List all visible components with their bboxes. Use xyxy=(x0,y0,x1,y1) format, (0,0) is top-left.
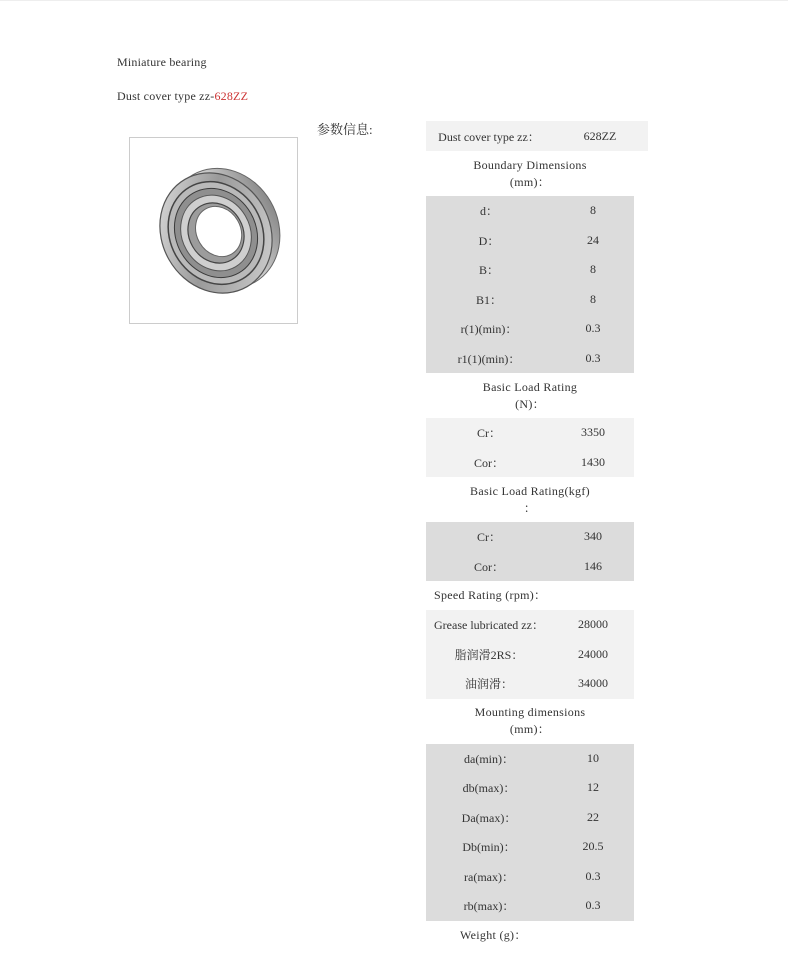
row-value: 0.3 xyxy=(585,868,601,883)
section-title-line1: Speed Rating (rpm)： xyxy=(434,588,547,602)
section-title xyxy=(426,699,634,744)
row-label: B： xyxy=(478,263,499,278)
section-title-line2: (N)： xyxy=(515,396,545,411)
table-row xyxy=(426,832,634,862)
row-label: r1(1)(min)： xyxy=(457,351,521,366)
section-title-line1: Weight (g)： xyxy=(460,927,527,942)
section-title-line1: Boundary Dimensions xyxy=(473,157,587,172)
section-title xyxy=(426,581,634,610)
spec-header-label: Dust cover type zz： xyxy=(438,129,540,144)
section-title xyxy=(426,151,634,196)
section-title-line2: ： xyxy=(523,500,537,515)
spec-header-value: 628ZZ xyxy=(583,128,617,143)
breadcrumb-model: 628ZZ xyxy=(214,89,249,103)
row-value: 28000 xyxy=(578,617,608,632)
row-label: d： xyxy=(479,204,498,219)
row-label: 油润滑： xyxy=(464,677,513,692)
row-label: Cr： xyxy=(476,530,501,545)
spec-header-row xyxy=(426,121,648,151)
row-label: D： xyxy=(478,233,500,248)
breadcrumb-category[interactable]: Miniature bearing xyxy=(117,55,207,69)
section-title xyxy=(426,373,634,418)
row-label: db(max)： xyxy=(462,781,516,796)
section-title-line1: Basic Load Rating(kgf) xyxy=(470,483,590,498)
table-row xyxy=(426,448,634,478)
product-image xyxy=(129,137,298,324)
row-value: 0.3 xyxy=(585,350,601,365)
row-label: B1： xyxy=(475,292,502,307)
row-value: 10 xyxy=(587,750,599,765)
row-label: ra(max)： xyxy=(464,869,514,884)
table-row xyxy=(426,610,634,640)
row-value: 12 xyxy=(587,780,599,795)
row-value: 22 xyxy=(587,809,599,824)
row-label: Da(max)： xyxy=(461,810,517,825)
param-info-label: 参数信息: xyxy=(317,122,373,137)
section-title-line2: (mm)： xyxy=(509,722,551,736)
section-title-line1: Basic Load Rating xyxy=(482,379,578,394)
table-row xyxy=(426,803,634,833)
table-row xyxy=(426,891,634,921)
row-label: Grease lubricated zz： xyxy=(434,618,544,633)
row-label: da(min)： xyxy=(464,751,514,766)
row-label: rb(max)： xyxy=(463,899,515,914)
row-value: 0.3 xyxy=(585,321,601,336)
row-value: 340 xyxy=(584,529,602,544)
top-divider xyxy=(0,0,788,1)
table-row xyxy=(426,640,634,670)
row-value: 0.3 xyxy=(585,898,601,913)
row-value: 8 xyxy=(590,203,596,218)
breadcrumb-product xyxy=(117,89,248,104)
table-row xyxy=(426,418,634,448)
breadcrumb-type[interactable]: Dust cover type zz- xyxy=(117,89,215,103)
row-value: 24000 xyxy=(578,646,608,661)
section-title xyxy=(426,477,634,522)
table-row xyxy=(426,226,634,256)
table-row xyxy=(426,773,634,803)
row-label: Cor： xyxy=(473,559,504,574)
table-row xyxy=(426,285,634,315)
table-row xyxy=(426,669,634,699)
section-title-line1: Mounting dimensions xyxy=(474,705,586,719)
row-value: 8 xyxy=(590,262,596,277)
row-value: 146 xyxy=(584,558,602,573)
row-value: 1430 xyxy=(581,454,605,469)
bearing-image xyxy=(130,138,297,323)
row-label: Cor： xyxy=(473,455,504,470)
table-row xyxy=(426,344,634,374)
section-title-line2: (mm)： xyxy=(509,174,551,189)
row-value: 24 xyxy=(587,232,599,247)
row-value: 3350 xyxy=(581,425,605,440)
table-row xyxy=(426,314,634,344)
row-label: Cr： xyxy=(476,426,501,441)
table-row xyxy=(426,744,634,774)
row-value: 34000 xyxy=(578,676,608,691)
table-row xyxy=(426,522,634,552)
row-label: 脂润滑2RS： xyxy=(454,647,524,662)
row-label: Db(min)： xyxy=(462,840,516,855)
table-row xyxy=(426,552,634,582)
table-row xyxy=(426,862,634,892)
table-row xyxy=(426,196,634,226)
row-label: r(1)(min)： xyxy=(460,322,518,337)
row-value: 20.5 xyxy=(582,839,604,854)
section-title xyxy=(426,921,634,950)
table-row xyxy=(426,255,634,285)
row-value: 8 xyxy=(590,291,596,306)
spec-table xyxy=(426,121,648,950)
